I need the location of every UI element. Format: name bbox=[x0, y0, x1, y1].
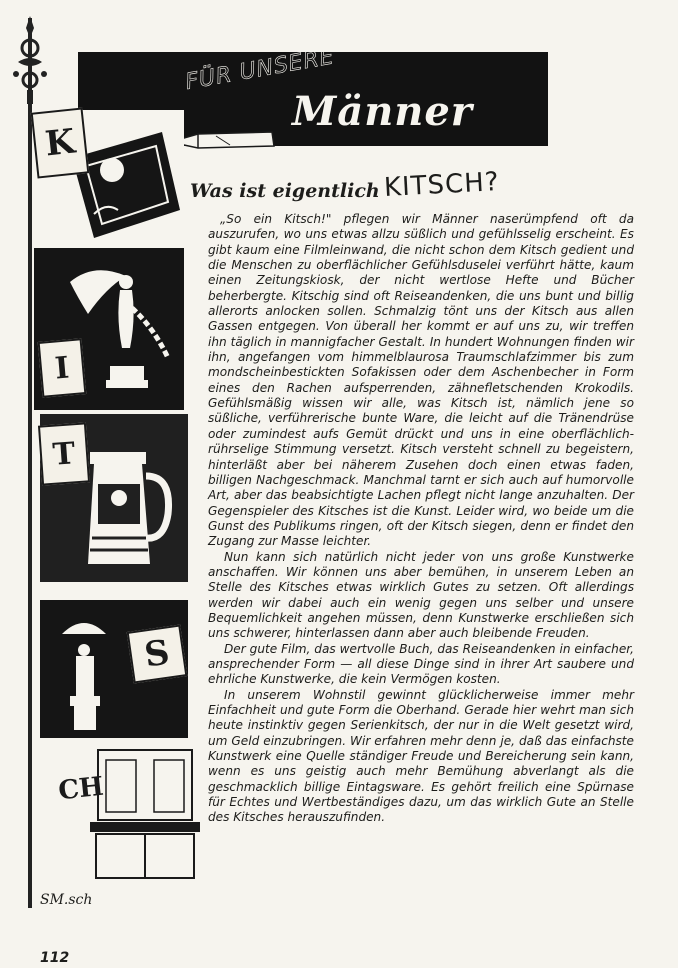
article-paragraph: Der gute Film, das wertvolle Buch, das Reiseandenken in einfacher, ansprechender Form — all diese Dinge sind in ihrer Art saubere und ehrliche Kunstwerke, die kein Vermögen kosten. bbox=[208, 641, 634, 687]
page-number: 112 bbox=[40, 950, 70, 966]
article-paragraph: In unserem Wohnstil gewinnt glücklicherweise immer mehr Einfachheit und gute Form die Oberhand. Gerade hier wehrt man sich heute instinktiv gegen Serienkitsch, der nur in die Welt gesetzt wird, um Geld einzubringen. Wir erfahren mehr denn je, daß das einfachste Kunstwerk eine Quelle ständiger Freude und Bereicherung sein kann, wenn es uns geistig auch mehr Bemühung abverlangt als die geschmacklich billige Eintagsware. Es gehört freilich eine Spürnase für Echtes und Wertbeständiges dazu, um das wirklich Gute an Stelle des Kitsches herauszufinden. bbox=[208, 687, 634, 825]
flag-panel-ch bbox=[40, 740, 204, 890]
banner-kicker: FÜR UNSERE bbox=[183, 44, 337, 95]
article-body bbox=[208, 212, 634, 826]
brush-pen-icon bbox=[168, 128, 278, 154]
article-paragraph: „So ein Kitsch!" pflegen wir Männer naserümpfend oft da auszurufen, wo uns etwas allzu süßlich und gefühlsselig erscheint. Es gibt kaum eine Filmleinwand, die nicht schon dem Kitsch gedient und die Menschen zu oberflächlicher Gefühlsduselei verführt hätte, kaum einen Zeitungskiosk, der nicht wertlose Hefte und Bücher beherbergte. Kitschig sind oft Reiseandenken, die uns bunt und billig allerorts anlocken sollen. Schmalzig tönt uns der Kitsch aus allen Gassen entgegen. Von überall her kommt er auf uns zu, wir treffen ihn täglich in mannigfacher Gestalt. In hundert Wohnungen finden wir ihn, angefangen vom himmelblaurosa Traumschlafzimmer bis zum mondscheinbestickten Sofakissen oder dem Aschenbecher in Form eines den Rachen aufsperrenden, zähnefletschenden Krokodils. Gefühlsmäßig wissen wir alle, was Kitsch ist, nämlich jene so süßliche, verführerische bunte Ware, die leicht auf die Tränendrüse oder zumindest aufs Gemüt drückt und uns in eine oberflächlich-rührselige Stimmung versetzt. Kitsch versteht schnell zu begeistern, hinterläßt aber bei näherem Zusehen doch einen etwas faden, billigen Nachgeschmack. Manchmal tarnt er sich auch auf humorvolle Art, aber das beabsichtigte Lachen pflegt nicht lange anzuhalten. Der Gegenspieler des Kitsches ist die Kunst. Leider wird, wo beide um die Gunst des Publikums ringen, oft der Kitsch siegen, denn er findet den Zugang zur Masse leichter. bbox=[208, 212, 634, 549]
article-heading: Was ist eigentlich bbox=[190, 180, 380, 202]
letter-card-ch: CH bbox=[56, 771, 106, 807]
article-paragraph: Nun kann sich natürlich nicht jeder von uns große Kunstwerke anschaffen. Wir können uns aber bemühen, in unserem Leben an Stelle des Kitsches etwas wirklich Gutes zu setzen. Oft allerdings werden wir dabei auch ein wenig gegen uns selber und unsere Bequemlichkeit angehen müssen, denn Kunstwerke erschließen sich uns schwerer, hinterlassen dann aber auch bleibende Freuden. bbox=[208, 549, 634, 641]
artist-signature: SM.sch bbox=[40, 892, 93, 908]
article-heading-handwritten: KITSCH? bbox=[383, 166, 501, 204]
cupboard-illustration bbox=[40, 740, 204, 890]
letter-card-i: I bbox=[38, 338, 87, 398]
flag-pole bbox=[28, 18, 32, 908]
pole-ornament-icon bbox=[10, 14, 50, 104]
letter-card-t: T bbox=[38, 422, 90, 485]
letter-card-k: K bbox=[31, 107, 90, 178]
banner-title: Männer bbox=[292, 88, 473, 135]
letter-card-s: S bbox=[127, 624, 188, 683]
